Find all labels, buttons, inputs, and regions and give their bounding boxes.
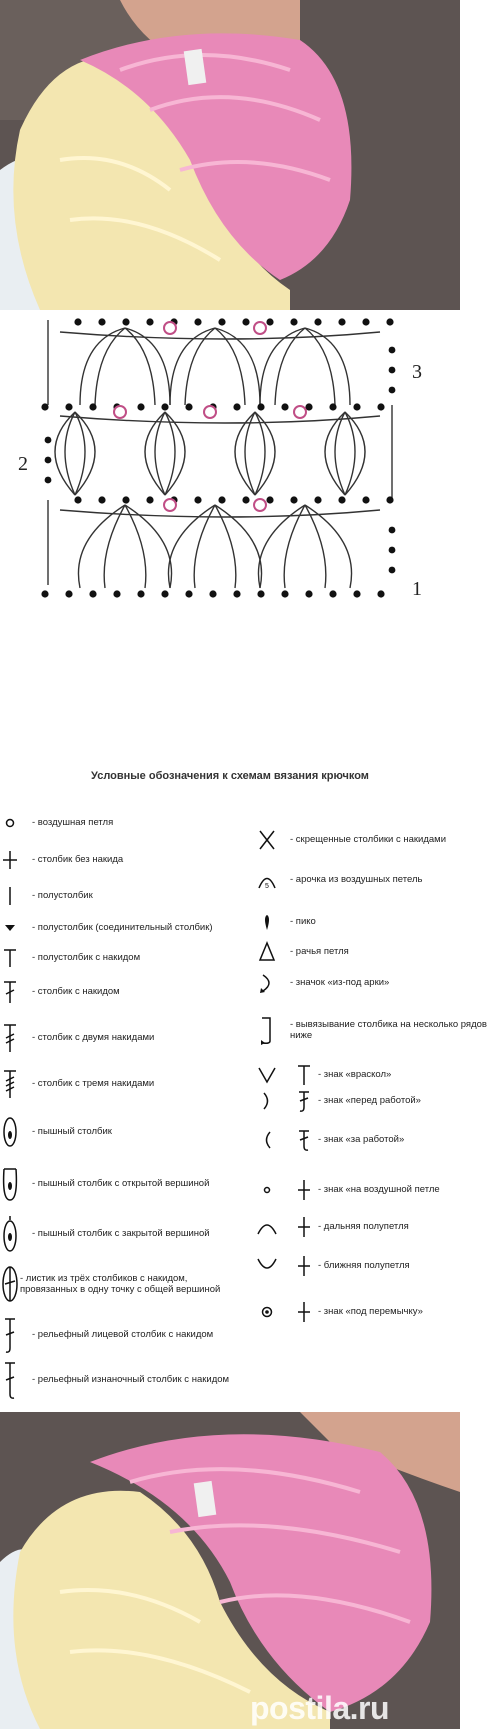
chain-dot — [74, 318, 81, 325]
near-loop-icon — [256, 1255, 278, 1277]
under-bar-icon — [256, 1301, 278, 1323]
hook-long-icon — [256, 1015, 278, 1045]
chain-dot — [233, 403, 240, 410]
chain-dot — [161, 403, 168, 410]
chain-dot — [122, 496, 129, 503]
fan-stitch — [255, 412, 265, 495]
legend-label: - полустолбик с накидом — [32, 952, 141, 963]
chain-dot — [329, 403, 336, 410]
chain-dot — [242, 496, 249, 503]
chain-dot — [389, 387, 396, 394]
chain-dot — [41, 403, 48, 410]
legend-label: - знак «под перемычку» — [318, 1306, 423, 1317]
chain-dot — [362, 318, 369, 325]
chain-dot — [362, 496, 369, 503]
cowl-photo-bottom — [0, 1412, 460, 1729]
legend-label: - ближняя полупетля — [318, 1260, 410, 1271]
back-mark-icon — [256, 1129, 278, 1151]
cross-icon — [1, 849, 19, 871]
chain-dot — [281, 403, 288, 410]
legend-label: - пышный столбик с закрытой вершиной — [32, 1228, 210, 1239]
fan-stitch — [80, 328, 125, 405]
chain-dot — [41, 590, 48, 597]
chain-ring — [254, 322, 266, 334]
chain-dot — [233, 590, 240, 597]
crossed-stitches-icon — [256, 829, 278, 851]
chain-dot — [389, 347, 396, 354]
chain-dot — [353, 590, 360, 597]
legend-label: - пышный столбик — [32, 1126, 112, 1137]
chain-dot — [389, 567, 396, 574]
chain-ring — [164, 499, 176, 511]
front-mark-icon — [256, 1090, 278, 1112]
cross-icon — [296, 1254, 312, 1278]
chain-dot — [65, 403, 72, 410]
legend-label: - рачья петля — [290, 946, 349, 957]
legend-label: - столбик с накидом — [32, 986, 120, 997]
chain-dot — [137, 590, 144, 597]
legend-label: - воздушная петля — [32, 817, 114, 828]
chain-dot — [209, 590, 216, 597]
vertical-line-icon — [1, 885, 19, 907]
legend-label: - знак «перед работой» — [318, 1095, 421, 1106]
leaf-stitch-icon — [1, 1265, 19, 1303]
fan-stitch — [305, 328, 335, 405]
chain-dot — [161, 590, 168, 597]
chain-dot — [89, 590, 96, 597]
legend-label: - столбик с тремя накидами — [32, 1078, 155, 1089]
filled-triangle-icon — [1, 921, 19, 935]
fan-stitch — [155, 412, 165, 495]
chain-dot — [281, 590, 288, 597]
chain-dot — [290, 318, 297, 325]
fan-stitch — [95, 328, 125, 405]
fan-stitch — [275, 328, 305, 405]
watermark: postila.ru — [250, 1690, 390, 1726]
chain-dot — [45, 437, 52, 444]
chain-dot — [146, 318, 153, 325]
chain-ring — [204, 406, 216, 418]
fan-stitch — [125, 328, 170, 405]
chain-ring — [254, 499, 266, 511]
svg-text:5: 5 — [265, 883, 269, 890]
closed-puff-stitch-icon — [1, 1215, 19, 1253]
chain-dot — [122, 318, 129, 325]
chain-dot — [329, 590, 336, 597]
row-label-1: 1 — [412, 578, 422, 600]
chain-dot — [257, 590, 264, 597]
chain-dot — [218, 496, 225, 503]
fan-stitch — [260, 328, 305, 405]
t-shape-icon — [296, 1063, 312, 1087]
chain-ring — [114, 406, 126, 418]
legend-label: - знак «враскол» — [318, 1069, 392, 1080]
legend-label: - вывязывание столбика на несколько рядов ниже — [290, 1019, 487, 1041]
back-post-stitch-icon — [296, 1128, 312, 1152]
chain-dot — [353, 403, 360, 410]
cross-icon — [296, 1178, 312, 1202]
chain-dot — [194, 318, 201, 325]
hook-arrow-icon — [256, 972, 278, 994]
legend-label: - листик из трёх столбиков с накидом, провязанных в одну точку с общей вершиной — [20, 1273, 221, 1295]
front-post-stitch-icon — [296, 1089, 312, 1113]
v-mark-icon — [256, 1064, 278, 1086]
legend-label: - знак «на воздушной петле — [318, 1184, 440, 1195]
legend-label: - знак «за работой» — [318, 1134, 405, 1145]
chain-ring — [294, 406, 306, 418]
legend-label: - рельефный лицевой столбик с накидом — [32, 1329, 214, 1340]
chain-dot — [266, 496, 273, 503]
chain-ring — [164, 322, 176, 334]
chain-dot — [389, 527, 396, 534]
chain-dot — [305, 590, 312, 597]
cowl-photo-top — [0, 0, 460, 310]
chain-dot — [45, 477, 52, 484]
chain-dot — [45, 457, 52, 464]
cross-icon — [296, 1300, 312, 1324]
far-loop-icon — [256, 1216, 278, 1238]
picot-icon — [256, 911, 278, 933]
chain-dot — [242, 318, 249, 325]
chain-dot — [290, 496, 297, 503]
chain-dot — [185, 403, 192, 410]
legend-title: Условные обозначения к схемам вязания крючком — [91, 770, 369, 782]
chain-mark-icon — [256, 1179, 278, 1201]
fan-stitch — [335, 412, 345, 495]
chain-dot — [98, 496, 105, 503]
chain-dot — [65, 590, 72, 597]
chain-dot — [389, 367, 396, 374]
fan-stitch — [125, 328, 155, 405]
circle-icon — [1, 815, 19, 831]
fan-stitch — [345, 412, 355, 495]
legend-label: - полустолбик (соединительный столбик) — [32, 922, 213, 933]
fan-stitch — [165, 412, 175, 495]
chain-dot — [386, 496, 393, 503]
legend-label: - рельефный изнаночный столбик с накидом — [32, 1374, 230, 1385]
chain-dot — [74, 496, 81, 503]
chain-dot — [194, 496, 201, 503]
one-slash-stitch-icon — [1, 979, 19, 1005]
row-label-2: 2 — [18, 453, 28, 475]
legend-label: - арочка из воздушных петель — [290, 874, 423, 885]
chain-dot — [89, 403, 96, 410]
chain-dot — [314, 496, 321, 503]
two-slash-stitch-icon — [1, 1022, 19, 1054]
legend-label: - скрещенные столбики с накидами — [290, 834, 447, 845]
chain-arc — [60, 416, 380, 423]
chain-dot — [377, 403, 384, 410]
fan-stitch — [75, 412, 85, 495]
cross-icon — [296, 1215, 312, 1239]
chain-dot — [377, 590, 384, 597]
legend-label: - дальняя полупетля — [318, 1221, 409, 1232]
t-shape-icon — [1, 947, 19, 969]
arch-icon — [256, 869, 278, 891]
crochet-diagram — [0, 320, 460, 670]
chain-dot — [257, 403, 264, 410]
three-slash-stitch-icon — [1, 1068, 19, 1100]
legend-label: - пико — [290, 916, 316, 927]
chain-dot — [389, 547, 396, 554]
chain-dot — [218, 318, 225, 325]
fan-stitch — [65, 412, 75, 495]
chain-dot — [185, 590, 192, 597]
front-post-stitch-icon — [1, 1316, 19, 1354]
open-puff-stitch-icon — [1, 1166, 19, 1202]
chain-dot — [314, 318, 321, 325]
fan-stitch — [305, 328, 350, 405]
triangle-outline-icon — [256, 941, 278, 963]
legend-label: - пышный столбик с открытой вершиной — [32, 1178, 210, 1189]
chain-dot — [386, 318, 393, 325]
legend-label: - столбик с двумя накидами — [32, 1032, 155, 1043]
puff-stitch-icon — [1, 1116, 19, 1148]
legend-label: - столбик без накида — [32, 854, 124, 865]
legend-label: - полустолбик — [32, 890, 93, 901]
legend-label: - значок «из-под арки» — [290, 977, 390, 988]
fan-stitch — [245, 412, 255, 495]
chain-dot — [338, 496, 345, 503]
chain-dot — [146, 496, 153, 503]
row-label-3: 3 — [412, 361, 422, 383]
back-post-stitch-icon — [1, 1360, 19, 1400]
chain-dot — [266, 318, 273, 325]
chain-dot — [338, 318, 345, 325]
chain-dot — [98, 318, 105, 325]
chain-dot — [137, 403, 144, 410]
chain-dot — [113, 590, 120, 597]
